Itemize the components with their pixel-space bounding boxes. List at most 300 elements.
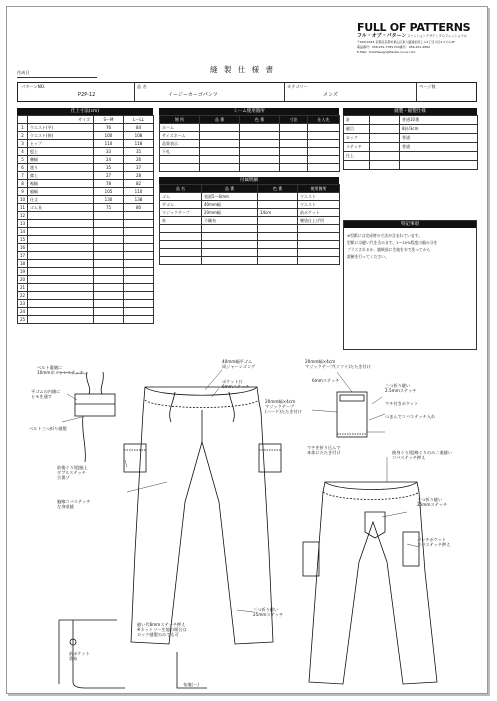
seam-cell xyxy=(308,156,340,164)
size-table-row xyxy=(18,284,154,292)
size-row-no: 16 xyxy=(18,244,28,252)
seam-cell xyxy=(200,156,240,164)
size-row-value-a xyxy=(94,268,124,276)
size-row-item xyxy=(28,308,94,316)
parts-col-header: 品 名 xyxy=(160,185,202,193)
annot-side-twin: つまんでコバステッチ入れ xyxy=(385,414,436,419)
annot-hem-front: 三つ折り縫い 25mmステッチ xyxy=(253,607,284,618)
seam-col-header: 仕入先 xyxy=(308,116,340,124)
size-row-value-a: 75 xyxy=(94,204,124,212)
parts-cell: 糸 xyxy=(160,217,202,225)
seam-cell xyxy=(308,140,340,148)
parts-cell xyxy=(202,249,258,257)
sewing-cell xyxy=(370,143,400,152)
seam-cell xyxy=(280,148,308,156)
size-table-block xyxy=(17,108,153,324)
size-row-value-a: 105 xyxy=(94,188,124,196)
size-table-row xyxy=(18,188,154,196)
parts-cell: 40mm幅 xyxy=(202,201,258,209)
size-table-header: 仕上寸法(cm) xyxy=(17,108,153,115)
seam-col-header: 色 番 xyxy=(240,116,280,124)
seam-cell: ホーム xyxy=(160,124,200,132)
size-table-row xyxy=(18,292,154,300)
sewing-cell xyxy=(370,152,400,161)
size-row-value-a xyxy=(94,316,124,324)
parts-cell xyxy=(202,257,258,265)
notes-line-3: プラスされるか、縮絨前に生地を水で洗ってから xyxy=(347,247,431,252)
size-row-value-b xyxy=(124,236,154,244)
seam-table-row xyxy=(160,148,340,156)
seam-cell xyxy=(200,148,240,156)
size-row-value-a: 100 xyxy=(94,132,124,140)
parts-table-row xyxy=(160,201,340,209)
size-row-item xyxy=(28,260,94,268)
parts-cell xyxy=(160,241,202,249)
size-row-value-a xyxy=(94,244,124,252)
annot-pocket-detail: 前ポケット 袋布 xyxy=(69,651,90,662)
size-row-no: 1 xyxy=(18,124,28,132)
pocket-detail-drawing xyxy=(337,392,367,437)
size-table-row xyxy=(18,156,154,164)
size-row-no: 9 xyxy=(18,188,28,196)
size-row-item xyxy=(28,212,94,220)
size-row-value-a xyxy=(94,300,124,308)
parts-col-header: 色 番 xyxy=(258,185,298,193)
size-row-item xyxy=(28,284,94,292)
size-row-item: ウエスト(伸) xyxy=(28,132,94,140)
notes-line-2: 型紙には縫い代を含みます。1～10%程度の縮み分を xyxy=(347,240,438,245)
annot-rear-stitch: 脇線コバステッチ 左身頃縫 xyxy=(57,499,91,510)
size-row-no: 20 xyxy=(18,276,28,284)
size-row-item: ヒップ xyxy=(28,140,94,148)
size-row-item xyxy=(28,316,94,324)
sewing-table xyxy=(343,115,478,170)
parts-col-header: 品 番 xyxy=(202,185,258,193)
size-table-row xyxy=(18,252,154,260)
annot-belt-left: ベルト裏側に 10mm巾ミシンステッチ xyxy=(37,365,84,376)
seam-cell xyxy=(308,164,340,172)
size-table-row xyxy=(18,132,154,140)
size-table-row xyxy=(18,244,154,252)
seam-cell xyxy=(240,124,280,132)
annot-mikan: 三つ折り縫い 2.5mmステッチ xyxy=(385,383,417,394)
parts-cell xyxy=(298,233,340,241)
parts-table-row xyxy=(160,225,340,233)
seam-cell xyxy=(308,148,340,156)
size-table-row xyxy=(18,300,154,308)
size-row-item xyxy=(28,228,94,236)
seam-cell xyxy=(200,132,240,140)
size-row-value-b: 35 xyxy=(124,148,154,156)
size-row-item: 渡り xyxy=(28,164,94,172)
size-table-row xyxy=(18,276,154,284)
seam-cell xyxy=(280,164,308,172)
parts-cell xyxy=(258,249,298,257)
seam-cell xyxy=(200,124,240,132)
parts-cell xyxy=(258,233,298,241)
notes-line-4: 裁断を行ってください。 xyxy=(347,254,389,259)
size-row-item xyxy=(28,252,94,260)
size-row-value-a xyxy=(94,212,124,220)
seam-col-header: 箇 所 xyxy=(160,116,200,124)
size-row-value-b: 108 xyxy=(124,132,154,140)
seam-cell xyxy=(240,140,280,148)
size-table-row xyxy=(18,172,154,180)
size-row-item xyxy=(28,300,94,308)
pattern-no-value: P2P-12 xyxy=(78,92,96,98)
seam-col-header: 寸法 xyxy=(280,116,308,124)
size-row-value-a: 110 xyxy=(94,140,124,148)
seam-cell xyxy=(200,164,240,172)
annot-machi: マチ付きポケット xyxy=(385,401,419,406)
annot-magic-left: 20mm幅×4cm マジックテープ (ハード)たたき付け xyxy=(265,399,302,415)
parts-cell: 不織布 xyxy=(202,217,258,225)
size-table-row xyxy=(18,196,154,204)
belt-detail-outline xyxy=(75,394,115,416)
size-table-row xyxy=(18,148,154,156)
size-row-no: 7 xyxy=(18,172,28,180)
sewing-row xyxy=(344,161,478,170)
parts-cell xyxy=(298,241,340,249)
parts-cell xyxy=(298,257,340,265)
sewing-cell: 普通10番 xyxy=(400,116,478,125)
seam-cell xyxy=(280,132,308,140)
size-row-value-a xyxy=(94,228,124,236)
seam-table-row xyxy=(160,156,340,164)
parts-cell xyxy=(258,241,298,249)
size-row-value-b xyxy=(124,252,154,260)
size-row-no: 4 xyxy=(18,148,28,156)
name-value: イージーカーゴパンツ xyxy=(168,92,218,98)
size-table-row xyxy=(18,164,154,172)
size-row-value-b: 28 xyxy=(124,172,154,180)
seam-cell xyxy=(280,156,308,164)
size-row-value-b xyxy=(124,212,154,220)
size-table-row xyxy=(18,204,154,212)
size-row-value-b xyxy=(124,276,154,284)
size-row-value-a xyxy=(94,260,124,268)
size-row-value-b: 26 xyxy=(124,156,154,164)
size-row-no: 24 xyxy=(18,308,28,316)
seam-table-row xyxy=(160,132,340,140)
parts-cell: ウエスト xyxy=(298,193,340,201)
size-row-no: 21 xyxy=(18,284,28,292)
size-row-item: 股上 xyxy=(28,148,94,156)
parts-table-block xyxy=(159,177,339,265)
page-label: ページ数 xyxy=(419,84,436,89)
size-row-no: 19 xyxy=(18,268,28,276)
seam-cell xyxy=(240,132,280,140)
parts-cell xyxy=(160,257,202,265)
size-row-value-b: 110 xyxy=(124,188,154,196)
seam-table-row xyxy=(160,164,340,172)
size-row-value-a: 78 xyxy=(94,180,124,188)
parts-cell: 平ゴム xyxy=(160,201,202,209)
annot-pocket-stitch: 6mmステッチ xyxy=(312,378,340,383)
parts-table-row xyxy=(160,209,340,217)
size-row-item xyxy=(28,292,94,300)
size-row-value-b xyxy=(124,308,154,316)
size-row-value-a: 130 xyxy=(94,196,124,204)
parts-cell: 表面5～6mm xyxy=(202,193,258,201)
sewing-block xyxy=(343,108,477,170)
size-row-value-a xyxy=(94,292,124,300)
sewing-cell xyxy=(344,161,370,170)
size-row-value-b: 84 xyxy=(124,124,154,132)
size-row-value-b: 37 xyxy=(124,164,154,172)
size-table-row xyxy=(18,316,154,324)
seam-cell xyxy=(308,124,340,132)
size-row-no: 22 xyxy=(18,292,28,300)
seam-table xyxy=(159,115,340,172)
name-label: 品 名 xyxy=(137,84,147,89)
sewing-cell xyxy=(370,116,400,125)
size-table xyxy=(17,115,154,324)
size-row-value-b xyxy=(124,316,154,324)
size-row-item: 腰幅 xyxy=(28,156,94,164)
annot-front-twin: 前後ぐり/股脇上 ダブルステッチ 合番ゾ xyxy=(57,465,88,481)
size-row-value-a xyxy=(94,236,124,244)
size-row-item xyxy=(28,244,94,252)
size-row-value-b: 118 xyxy=(124,140,154,148)
size-table-row xyxy=(18,308,154,316)
category-label: カテゴリー xyxy=(287,84,308,89)
parts-table-header: 付属明細 xyxy=(159,177,339,184)
seam-cell xyxy=(240,156,280,164)
seam-col-header: 品 番 xyxy=(200,116,240,124)
size-row-no: 25 xyxy=(18,316,28,324)
seam-table-row xyxy=(160,124,340,132)
seam-cell xyxy=(160,164,200,172)
size-row-no: 13 xyxy=(18,220,28,228)
back-pants-drawing xyxy=(303,482,437,684)
seam-cell xyxy=(280,140,308,148)
size-row-value-a xyxy=(94,220,124,228)
size-table-row xyxy=(18,236,154,244)
size-row-no: 11 xyxy=(18,204,28,212)
brand-address-1: 〒600-0323 京都府京都市東山区東大路通松原上ル2丁目４区3-1ビル2F xyxy=(357,40,455,44)
annot-detail-bottom: 布地(ー) xyxy=(183,682,199,687)
size-row-no: 6 xyxy=(18,164,28,172)
sewing-cell xyxy=(370,125,400,134)
size-row-item: 脇幅 xyxy=(28,188,94,196)
annot-back-pocket: 三つ折り縫い 25mmステッチ xyxy=(417,497,448,508)
parts-cell xyxy=(298,225,340,233)
info-row xyxy=(17,82,477,102)
parts-table-row xyxy=(160,241,340,249)
parts-cell xyxy=(258,201,298,209)
sewing-cell: 普通 xyxy=(400,143,478,152)
brand-address-2: 電話番号：056-251-7785 FAX番号：056-251-2882 xyxy=(357,45,431,49)
parts-cell xyxy=(160,249,202,257)
size-row-no: 10 xyxy=(18,196,28,204)
parts-cell xyxy=(202,233,258,241)
parts-table xyxy=(159,184,340,265)
parts-cell xyxy=(258,217,298,225)
annot-magic-top: 20mm幅×4cm マジックテープ(ソフト)たたき付け xyxy=(305,359,371,370)
seam-cell xyxy=(200,140,240,148)
parts-table-row xyxy=(160,233,340,241)
size-row-no: 8 xyxy=(18,180,28,188)
size-row-no: 5 xyxy=(18,156,28,164)
size-row-item: 仕丈 xyxy=(28,196,94,204)
parts-cell: ゴム xyxy=(160,193,202,201)
spec-sheet xyxy=(6,6,488,694)
annot-drawstring: 平ゴムの内側に ヒモを通す xyxy=(31,389,61,400)
annot-patch: パッチポケット コバステッチ押え xyxy=(417,537,451,548)
size-row-value-a xyxy=(94,284,124,292)
annot-belt-fold: ベルト三つ折り縫製 xyxy=(29,426,67,431)
size-row-value-b xyxy=(124,228,154,236)
size-col-1: S～M xyxy=(94,116,124,124)
size-row-value-a xyxy=(94,276,124,284)
size-table-row xyxy=(18,260,154,268)
size-row-no: 2 xyxy=(18,132,28,140)
sewing-cell: 普通 xyxy=(400,134,478,143)
size-table-row xyxy=(18,228,154,236)
size-row-value-a: 27 xyxy=(94,172,124,180)
parts-cell xyxy=(258,257,298,265)
sewing-cell xyxy=(370,161,400,170)
parts-cell xyxy=(258,225,298,233)
size-row-item: 裾幅 xyxy=(28,180,94,188)
size-row-value-b xyxy=(124,300,154,308)
size-row-item: ゴム長 xyxy=(28,204,94,212)
size-table-row xyxy=(18,180,154,188)
size-row-item xyxy=(28,276,94,284)
sewing-cell: 針 xyxy=(344,116,370,125)
notes-line-1: ※型紙には完成時の寸法が含まれています。 xyxy=(347,233,423,238)
sewing-cell: 8針/3cm xyxy=(400,125,478,134)
parts-cell: マジックテープ xyxy=(160,209,202,217)
size-row-value-b: 138 xyxy=(124,196,154,204)
size-row-value-b xyxy=(124,244,154,252)
sewing-cell xyxy=(400,161,478,170)
size-row-item: ウエスト(平) xyxy=(28,124,94,132)
size-row-value-a xyxy=(94,308,124,316)
notes-block xyxy=(343,220,477,350)
size-row-value-b xyxy=(124,268,154,276)
size-row-item xyxy=(28,236,94,244)
size-col-label: サイズ xyxy=(28,116,94,124)
seam-cell: 品質表示 xyxy=(160,140,200,148)
size-row-value-b xyxy=(124,284,154,292)
size-row-item: 膝上 xyxy=(28,172,94,180)
size-row-no: 3 xyxy=(18,140,28,148)
size-row-value-a: 35 xyxy=(94,164,124,172)
seam-table-row xyxy=(160,140,340,148)
parts-table-row xyxy=(160,217,340,225)
seam-table-header: ミーム使用箇所 xyxy=(159,108,339,115)
size-row-value-b xyxy=(124,292,154,300)
size-row-value-b: 82 xyxy=(124,180,154,188)
parts-table-row xyxy=(160,193,340,201)
annot-pocket-label: ポケット口 6mmステッチ xyxy=(222,379,250,390)
size-table-row xyxy=(18,140,154,148)
sewing-cell xyxy=(370,134,400,143)
size-row-no: 17 xyxy=(18,252,28,260)
sewing-row xyxy=(344,134,478,143)
seam-cell: 下札 xyxy=(160,148,200,156)
annot-back-seam: 後身ぐり/股線ぐりのみ二重縫い コバステッチ押え xyxy=(392,450,453,461)
parts-cell: 20mm幅 xyxy=(202,209,258,217)
sewing-cell: 仕上 xyxy=(344,152,370,161)
size-row-no: 15 xyxy=(18,236,28,244)
parts-cell: 14cm xyxy=(258,209,298,217)
parts-cell xyxy=(202,225,258,233)
size-row-value-a: 24 xyxy=(94,156,124,164)
size-row-no: 14 xyxy=(18,228,28,236)
brand-address-3: E-Mail：fullofdesign@flarets.co.ne.com xyxy=(357,50,416,54)
parts-cell xyxy=(298,249,340,257)
notes-header: 特記事項 xyxy=(344,221,476,228)
parts-cell: 前ポケット xyxy=(298,209,340,217)
parts-table-row xyxy=(160,249,340,257)
brand-logo: FULL OF PATTERNS xyxy=(357,21,471,34)
annot-detail-note: 縫い代6mmステッチ押え ※ネットソー生地の場合は ロック縫製のみでも可 xyxy=(137,622,187,638)
category-value: メンズ xyxy=(323,92,338,98)
size-table-row xyxy=(18,212,154,220)
brand-sub: フル・オブ・パターン xyxy=(357,33,407,39)
size-table-row xyxy=(18,124,154,132)
size-row-value-a xyxy=(94,252,124,260)
sewing-row xyxy=(344,143,478,152)
drawstring-line xyxy=(87,372,104,394)
parts-table-row xyxy=(160,257,340,265)
page-title: 縫 製 仕 様 書 xyxy=(210,65,276,74)
sewing-row xyxy=(344,152,478,161)
parts-col-header: 使用箇所 xyxy=(298,185,340,193)
seam-cell xyxy=(160,156,200,164)
parts-cell: ウエスト xyxy=(298,201,340,209)
size-col-2: L～LL xyxy=(124,116,154,124)
size-row-value-b xyxy=(124,220,154,228)
brand-sub2: ファッションデザインプロフェッショナル xyxy=(407,34,467,38)
size-row-value-a: 76 xyxy=(94,124,124,132)
parts-cell xyxy=(202,241,258,249)
seam-cell xyxy=(308,132,340,140)
seam-cell xyxy=(240,148,280,156)
size-row-value-b xyxy=(124,260,154,268)
seam-cell xyxy=(240,164,280,172)
size-row-no: 18 xyxy=(18,260,28,268)
sewing-cell: 縫目 xyxy=(344,125,370,134)
size-table-row xyxy=(18,220,154,228)
parts-cell xyxy=(258,193,298,201)
annot-fold-note: マチを折り込んで 本体にたたき付け xyxy=(307,445,341,456)
sewing-row xyxy=(344,125,478,134)
seam-table-block xyxy=(159,108,339,172)
sewing-cell xyxy=(400,152,478,161)
size-row-no: 12 xyxy=(18,212,28,220)
sewing-header: 縫製・縫製仕様 xyxy=(343,108,477,115)
seam-cell: サイズネーム xyxy=(160,132,200,140)
sewing-row xyxy=(344,116,478,125)
parts-cell xyxy=(160,233,202,241)
size-row-value-b: 80 xyxy=(124,204,154,212)
sewing-cell: ロック xyxy=(344,134,370,143)
sewing-cell: ステッチ xyxy=(344,143,370,152)
size-row-item xyxy=(28,268,94,276)
pattern-no-label: パターンNO. xyxy=(21,84,46,89)
parts-cell: 腰袋仕上げ用 xyxy=(298,217,340,225)
parts-cell xyxy=(160,225,202,233)
seam-cell xyxy=(280,124,308,132)
size-table-row xyxy=(18,268,154,276)
size-row-value-a: 33 xyxy=(94,148,124,156)
size-row-item xyxy=(28,220,94,228)
size-row-no: 23 xyxy=(18,300,28,308)
